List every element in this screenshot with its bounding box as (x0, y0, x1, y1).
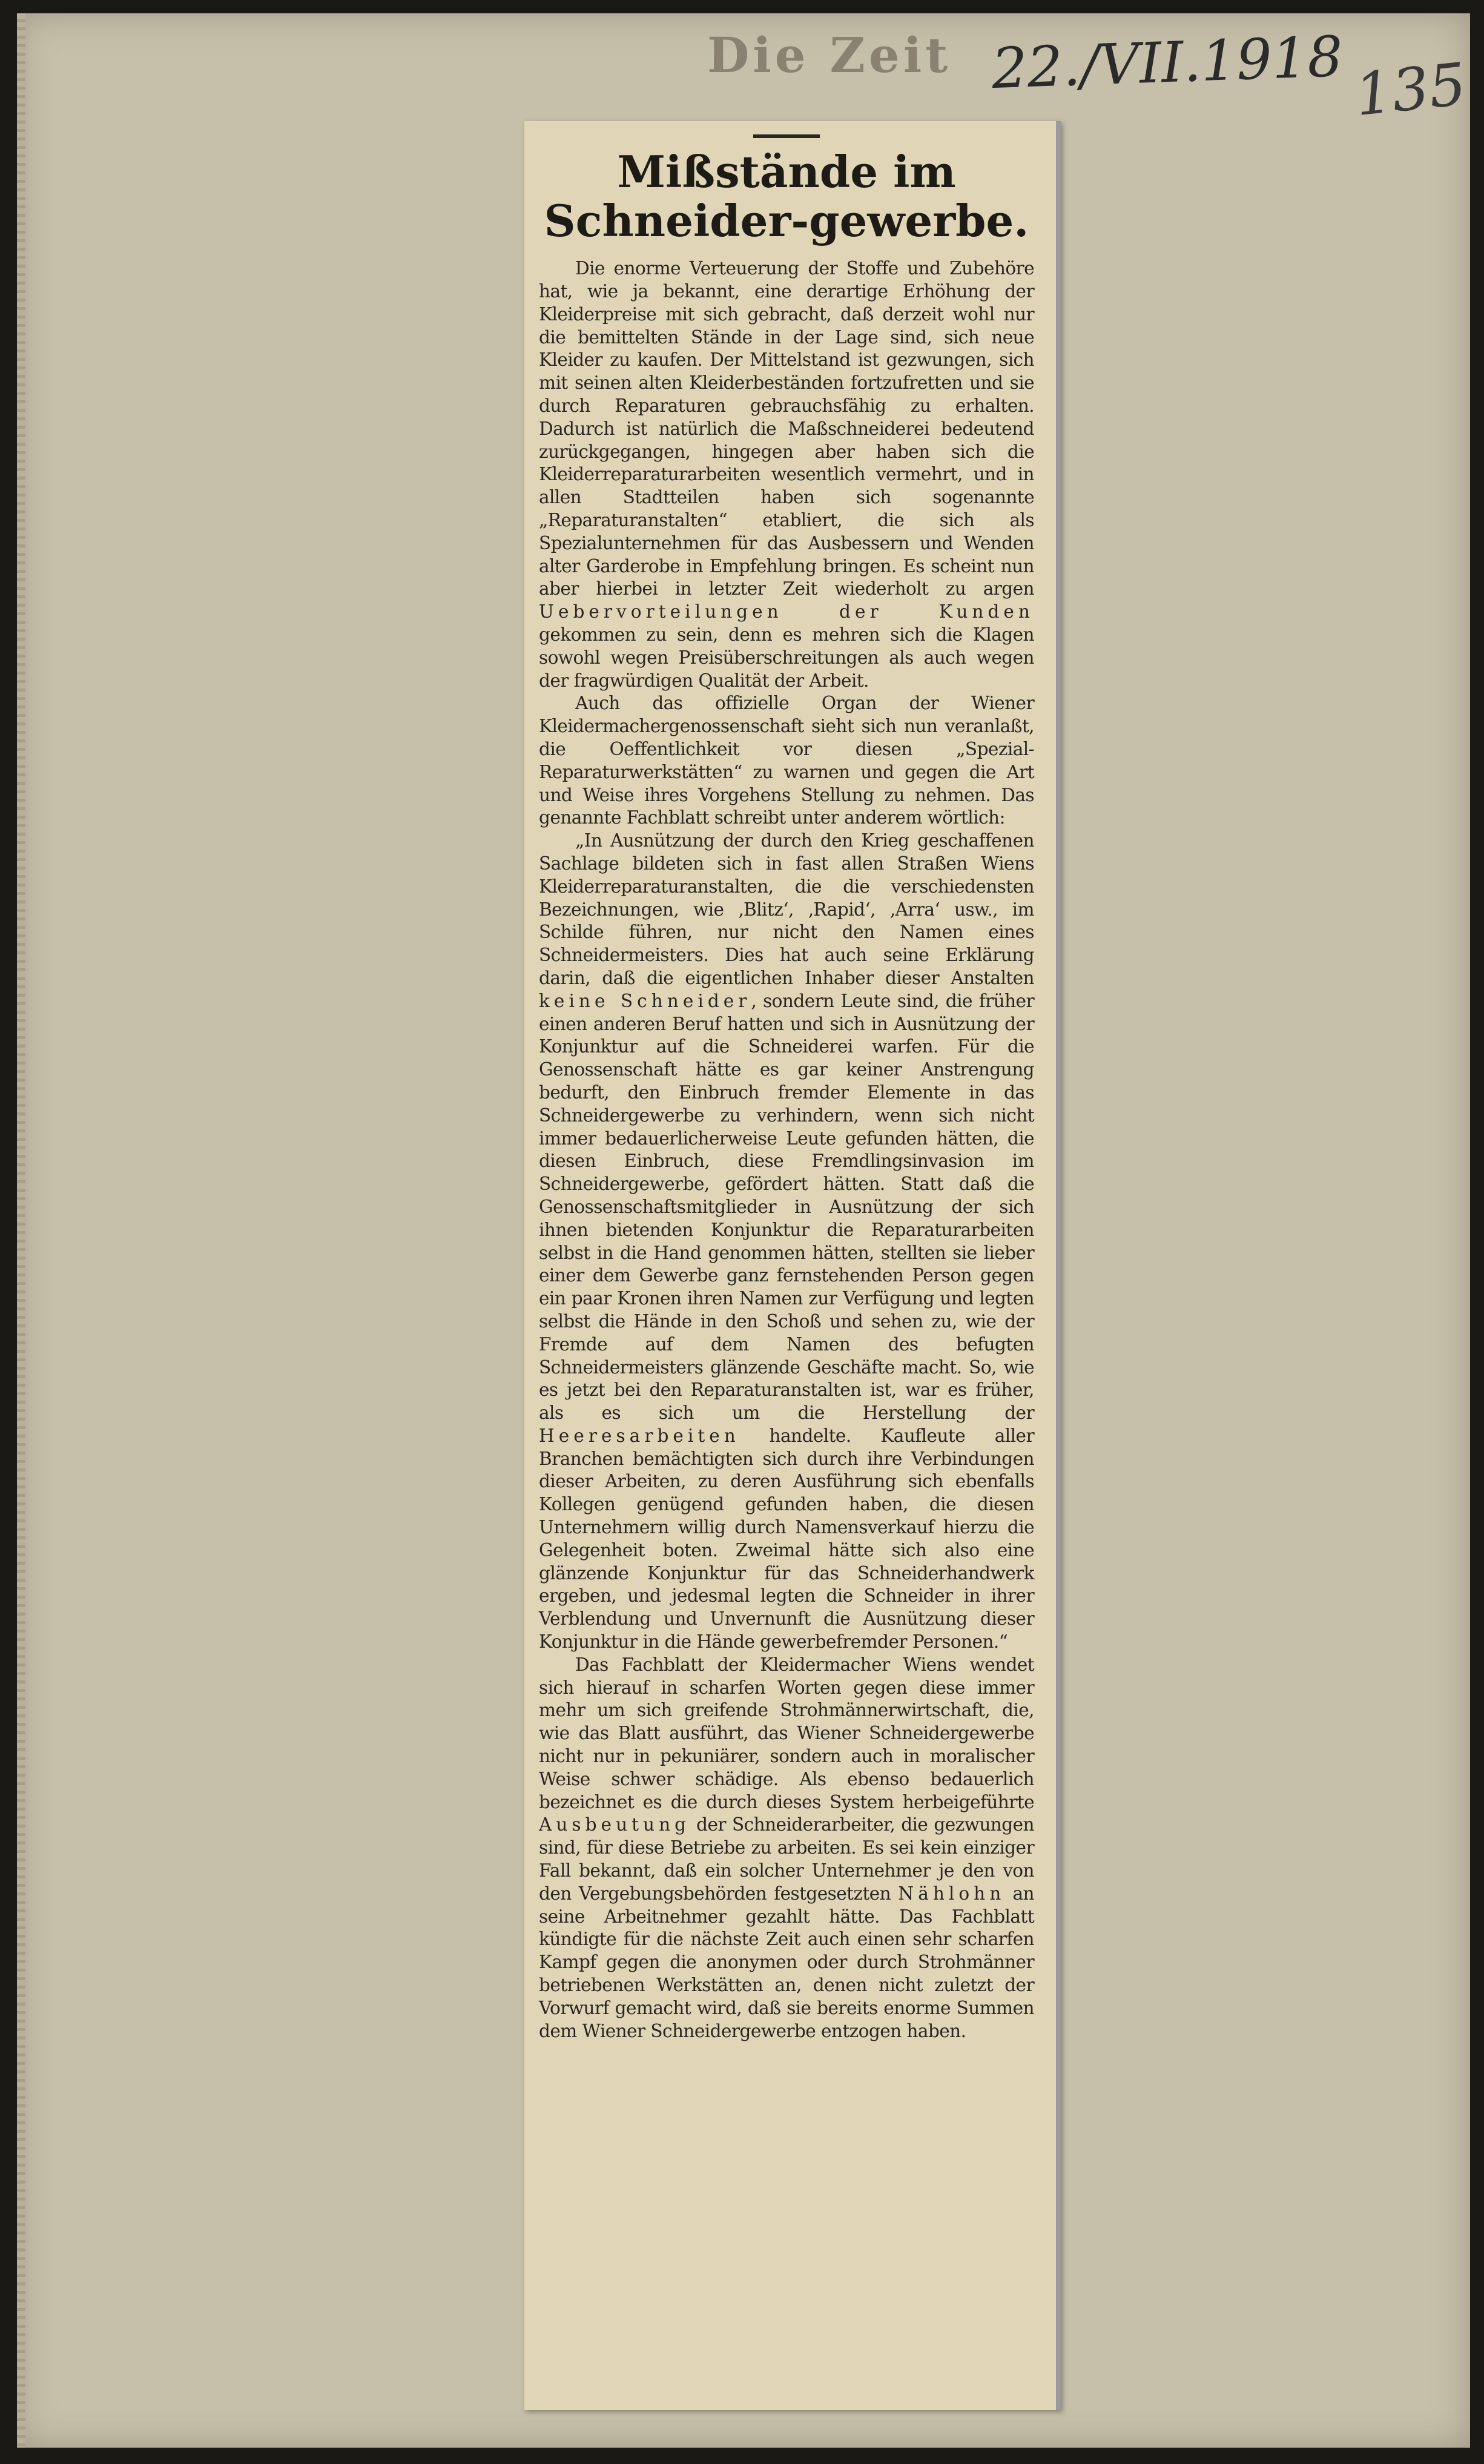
text-run: Auch das offizielle Organ der Wiener Kleidermachergenossenschaft sieht sich nun veranlaßt, die Oeffentlichkeit vor diesen „Spezial-Reparaturwerkstätten“ zu warnen und gegen die Art und Weise ihres Vorgehens Stellung zu nehmen. Das genannte Fachblatt schreibt unter anderem wörtlich: (539, 693, 1034, 828)
handwritten-date: 22./VII.1918 (991, 24, 1344, 102)
torn-paper-edge (17, 13, 25, 2448)
article-body (539, 257, 1034, 2043)
text-run: , sondern Leute sind, die früher einen anderen Beruf hatten und sich in Ausnützung der Konjunktur auf die Schneiderei warfen. Für die Genossenschaft hätte es gar keiner Anstrengung bedurft, den Einbruch fremder Elemente in das Schneidergewerbe zu verhindern, wenn sich nicht immer bedauerlicherweise Leute gefunden hätten, die diesen Einbruch, diese Fremdlingsinvasion im Schneidergewerbe, gefördert hätten. Statt daß die Genossenschaftsmitglieder in Ausnützung der sich ihnen bietenden Konjunktur die Reparaturarbeiten selbst in die Hand genommen hätten, stellten sie lieber einer dem Gewerbe ganz fernstehenden Person gegen ein paar Kronen ihren Namen zur Verfügung und legten selbst die Hände in den Schoß und sehen zu, wie der Fremde auf dem Namen des befugten Schneidermeisters glänzende Geschäfte macht. So, wie es jetzt bei den Reparaturanstalten ist, war es früher, als es sich um die Herstellung der (539, 990, 1034, 1424)
text-run: an seine Arbeitnehmer gezahlt hätte. Das Fachblatt kündigte für die nächste Zeit auch einen sehr scharfen Kampf gegen die anonymen oder durch Strohmänner betriebenen Werkstätten an, denen nicht zuletzt der Vorwurf gemacht wird, daß sie bereits enorme Summen dem Wiener Schneidergewerbe entzogen haben. (539, 1883, 1034, 2041)
article-paragraph (539, 257, 1034, 692)
handwritten-page-number: 135 (1351, 50, 1469, 130)
emphasized-text: Heeresarbeiten (539, 1425, 740, 1446)
archive-sheet (17, 13, 1470, 2448)
text-run: Das Fachblatt der Kleidermacher Wiens wendet sich hierauf in scharfen Worten gegen diese immer mehr um sich greifende Strohmännerwirtschaft, die, wie das Blatt ausführt, das Wiener Schneidergewerbe nicht nur in pekuniärer, sondern auch in moralischer Weise schwer schädige. Als ebenso bedauerlich bezeichnet es die durch dieses System herbeigeführte (539, 1654, 1034, 1812)
text-run: Die enorme Verteuerung der Stoffe und Zubehöre hat, wie ja bekannt, eine derartige Erhöhung der Kleiderpreise mit sich gebracht, daß derzeit wohl nur die bemittelten Stände in der Lage sind, sich neue Kleider zu kaufen. Der Mittelstand ist gezwungen, sich mit seinen alten Kleiderbeständen fortzufretten und sie durch Reparaturen gebrauchsfähig zu erhalten. Dadurch ist natürlich die Maßschneiderei bedeutend zurückgegangen, hingegen aber haben sich die Kleiderreparaturarbeiten wesentlich vermehrt, und in allen Stadtteilen haben sich sogenannte „Reparaturanstalten“ etabliert, die sich als Spezialunternehmen für das Ausbessern und Wenden alter Garderobe in Empfehlung bringen. Es scheint nun aber hierbei in letzter Zeit wiederholt zu argen (539, 258, 1034, 599)
newspaper-masthead: Die Zeit (707, 27, 952, 84)
article-paragraph (539, 692, 1034, 830)
headline-rule (753, 134, 820, 138)
article-paragraph (539, 830, 1034, 1654)
text-run: handelte. Kaufleute aller Branchen bemächtigten sich durch ihre Verbindungen dieser Arbeiten, zu deren Ausführung sich ebenfalls Kollegen genügend gefunden haben, die diesen Unternehmern willig durch Namensverkauf hierzu die Gelegenheit boten. Zweimal hätte sich also eine glänzende Konjunktur für das Schneiderhandwerk ergeben, und jedesmal legten die Schneider in ihrer Verblendung und Unvernunft die Ausnützung dieser Konjunktur in die Hände gewerbefremder Personen.“ (539, 1425, 1034, 1653)
emphasized-text: Nählohn (898, 1883, 1006, 1904)
article-headline: Mißstände im Schneider-gewerbe. (544, 146, 1029, 246)
emphasized-text: Uebervorteilungen der Kunden (539, 601, 1034, 623)
emphasized-text: keine Schneider (539, 990, 751, 1011)
text-run: der Schneiderarbeiter, die gezwungen sind, für diese Betriebe zu arbeiten. Es sei kein einziger Fall bekannt, daß ein solcher Unternehmer je den von den Vergebungsbehörden festgesetzten (539, 1814, 1034, 1904)
newspaper-clipping (524, 121, 1061, 2410)
text-run: gekommen zu sein, denn es mehren sich die Klagen sowohl wegen Preisüberschreitungen als auch wegen der fragwürdigen Qualität der Arbeit. (539, 624, 1034, 691)
text-run: „In Ausnützung der durch den Krieg geschaffenen Sachlage bildeten sich in fast allen Straßen Wiens Kleiderreparaturanstalten, die die verschiedensten Bezeichnungen, wie ‚Blitz‘, ‚Rapid‘, ‚Arra‘ usw., im Schilde führen, nur nicht den Namen eines Schneidermeisters. Dies hat auch seine Erklärung darin, daß die eigentlichen Inhaber dieser Anstalten (539, 830, 1034, 988)
article-paragraph (539, 1654, 1034, 2043)
emphasized-text: Ausbeutung (539, 1814, 691, 1835)
